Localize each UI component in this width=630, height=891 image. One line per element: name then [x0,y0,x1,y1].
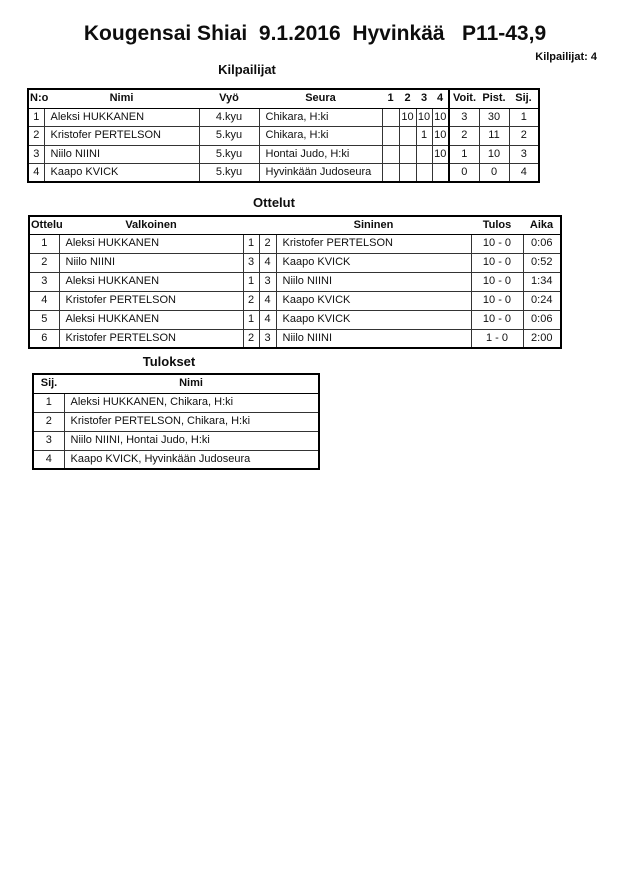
cell-seura: Chikara, H:ki [259,127,382,146]
cell-nimi: Kristofer PERTELSON [44,127,199,146]
col-header-tulos: Tulos [471,216,523,234]
table-row [29,291,561,310]
cell-seura: Hyvinkään Judoseura [259,164,382,183]
section-title-kilpailijat: Kilpailijat [218,62,276,77]
cell-sij: 3 [509,145,539,164]
cell-valkoinen: Aleksi HUKKANEN [59,272,243,291]
cell-tulos: 10 - 0 [471,310,523,329]
table-row [29,329,561,348]
section-title-ottelut: Ottelut [253,195,295,210]
col-header-seura: Seura [259,89,382,108]
cell-match-no: 1 [29,234,59,253]
matches-table [28,215,562,349]
cell-valkoinen: Kristofer PERTELSON [59,291,243,310]
cell-sininen: Kaapo KVICK [276,310,471,329]
cell-tulos: 10 - 0 [471,291,523,310]
cell-vs3 [416,164,432,183]
cell-vyo: 5.kyu [199,164,259,183]
cell-no: 2 [28,127,44,146]
cell-valkoinen: Aleksi HUKKANEN [59,234,243,253]
cell-voit: 3 [449,108,479,127]
cell-blue-no: 3 [259,329,276,348]
cell-valkoinen: Kristofer PERTELSON [59,329,243,348]
col-header-2: 2 [399,89,416,108]
cell-pist: 0 [479,164,509,183]
competitors-table [27,88,540,183]
results-table [32,373,320,470]
cell-aika: 0:06 [523,310,561,329]
cell-nimi: Aleksi HUKKANEN, Chikara, H:ki [64,393,319,412]
table-row [33,393,319,412]
cell-vs2 [399,145,416,164]
cell-vs4: 10 [432,108,449,127]
col-header-voit: Voit. [449,89,479,108]
section-title-tulokset: Tulokset [142,354,196,369]
results-header-row [33,374,319,393]
cell-sininen: Kaapo KVICK [276,291,471,310]
cell-match-no: 6 [29,329,59,348]
cell-pist: 30 [479,108,509,127]
page-title: Kougensai Shiai 9.1.2016 Hyvinkää P11-43,9 [83,22,547,45]
cell-sij: 1 [509,108,539,127]
cell-sij: 3 [33,431,64,450]
cell-white-no: 3 [243,253,259,272]
col-header-valkoinen: Valkoinen [59,216,243,234]
competitor-count-label: Kilpailijat: 4 [535,51,597,63]
col-header-1: 1 [382,89,399,108]
cell-voit: 0 [449,164,479,183]
cell-vyo: 5.kyu [199,145,259,164]
col-header-sininen: Sininen [276,216,471,234]
cell-vs4: 10 [432,127,449,146]
matches-header-row [29,216,561,234]
cell-valkoinen: Aleksi HUKKANEN [59,310,243,329]
cell-white-no: 1 [243,234,259,253]
col-header-ottelu: Ottelu [29,216,59,234]
cell-vyo: 4.kyu [199,108,259,127]
cell-tulos: 10 - 0 [471,234,523,253]
table-row [29,310,561,329]
cell-vs1 [382,127,399,146]
cell-tulos: 1 - 0 [471,329,523,348]
table-row [28,145,539,164]
cell-match-no: 5 [29,310,59,329]
cell-sij: 4 [33,450,64,469]
cell-nimi: Kaapo KVICK [44,164,199,183]
cell-nimi: Kristofer PERTELSON, Chikara, H:ki [64,412,319,431]
cell-sij: 2 [509,127,539,146]
table-row [33,412,319,431]
cell-white-no: 2 [243,329,259,348]
cell-sij: 1 [33,393,64,412]
col-header-wno [243,216,259,234]
cell-sininen: Kaapo KVICK [276,253,471,272]
col-header-vyo: Vyö [199,89,259,108]
cell-blue-no: 4 [259,310,276,329]
cell-nimi: Niilo NIINI, Hontai Judo, H:ki [64,431,319,450]
cell-vs3: 1 [416,127,432,146]
cell-vs2 [399,164,416,183]
cell-aika: 1:34 [523,272,561,291]
cell-vs3: 10 [416,108,432,127]
col-header-sij: Sij. [33,374,64,393]
cell-white-no: 1 [243,272,259,291]
cell-aika: 0:24 [523,291,561,310]
cell-pist: 11 [479,127,509,146]
table-row [29,253,561,272]
table-row [28,164,539,183]
cell-match-no: 4 [29,291,59,310]
cell-seura: Chikara, H:ki [259,108,382,127]
cell-seura: Hontai Judo, H:ki [259,145,382,164]
cell-aika: 0:06 [523,234,561,253]
cell-blue-no: 2 [259,234,276,253]
cell-sininen: Kristofer PERTELSON [276,234,471,253]
table-row [33,450,319,469]
cell-sij: 2 [33,412,64,431]
cell-match-no: 2 [29,253,59,272]
cell-white-no: 1 [243,310,259,329]
cell-tulos: 10 - 0 [471,253,523,272]
cell-no: 3 [28,145,44,164]
table-row [29,234,561,253]
col-header-bno [259,216,276,234]
col-header-pist: Pist. [479,89,509,108]
cell-blue-no: 4 [259,291,276,310]
cell-pist: 10 [479,145,509,164]
cell-valkoinen: Niilo NIINI [59,253,243,272]
col-header-aika: Aika [523,216,561,234]
table-row [33,431,319,450]
col-header-4: 4 [432,89,449,108]
cell-no: 4 [28,164,44,183]
table-row [28,108,539,127]
cell-vs2: 10 [399,108,416,127]
cell-aika: 2:00 [523,329,561,348]
cell-vs1 [382,108,399,127]
cell-white-no: 2 [243,291,259,310]
cell-sij: 4 [509,164,539,183]
cell-vs4: 10 [432,145,449,164]
col-header-nimi: Nimi [44,89,199,108]
cell-vs4 [432,164,449,183]
cell-tulos: 10 - 0 [471,272,523,291]
col-header-sij: Sij. [509,89,539,108]
table-row [29,272,561,291]
cell-nimi: Aleksi HUKKANEN [44,108,199,127]
cell-no: 1 [28,108,44,127]
cell-vs1 [382,145,399,164]
cell-voit: 2 [449,127,479,146]
cell-voit: 1 [449,145,479,164]
col-header-3: 3 [416,89,432,108]
cell-vs2 [399,127,416,146]
cell-sininen: Niilo NIINI [276,272,471,291]
cell-nimi: Niilo NIINI [44,145,199,164]
col-header-no: N:o [28,89,44,108]
cell-nimi: Kaapo KVICK, Hyvinkään Judoseura [64,450,319,469]
competitors-header-row [28,89,539,108]
cell-blue-no: 3 [259,272,276,291]
cell-aika: 0:52 [523,253,561,272]
cell-vs3 [416,145,432,164]
cell-vyo: 5.kyu [199,127,259,146]
cell-sininen: Niilo NIINI [276,329,471,348]
cell-vs1 [382,164,399,183]
cell-match-no: 3 [29,272,59,291]
col-header-nimi: Nimi [64,374,319,393]
cell-blue-no: 4 [259,253,276,272]
table-row [28,127,539,146]
